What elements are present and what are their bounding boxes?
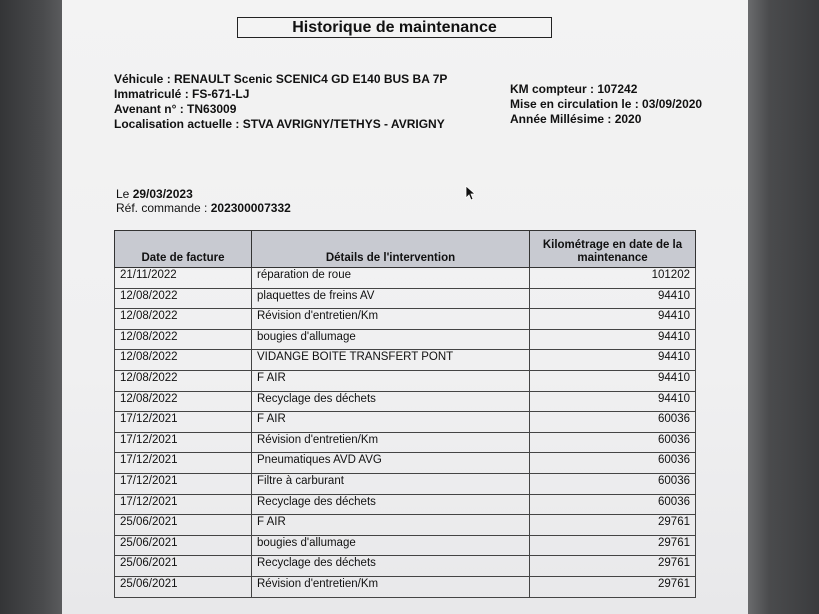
order-ref [116, 201, 291, 215]
cell-intervention-detail: bougies d'allumage [252, 329, 530, 350]
table-row [115, 432, 696, 453]
cell-mileage: 101202 [530, 268, 696, 289]
cell-intervention-detail: VIDANGE BOITE TRANSFERT PONT [252, 350, 530, 371]
cell-intervention-detail: réparation de roue [252, 268, 530, 289]
table-row [115, 268, 696, 289]
header-intervention-details: Détails de l'intervention [252, 231, 530, 268]
vehicle-info [114, 72, 447, 132]
table-row [115, 535, 696, 556]
cell-invoice-date: 25/06/2021 [115, 556, 252, 577]
order-date [116, 187, 291, 201]
header-invoice-date: Date de facture [115, 231, 252, 268]
cell-invoice-date: 12/08/2022 [115, 329, 252, 350]
order-ref-value: 202300007332 [210, 201, 291, 215]
table-header-row [115, 231, 696, 268]
cell-mileage: 60036 [530, 473, 696, 494]
cell-intervention-detail: bougies d'allumage [252, 535, 530, 556]
cell-mileage: 60036 [530, 494, 696, 515]
km-counter: KM compteur : 107242 [510, 82, 638, 96]
cell-intervention-detail: Pneumatiques AVD AVG [252, 453, 530, 474]
table-row [115, 494, 696, 515]
cell-invoice-date: 12/08/2022 [115, 391, 252, 412]
circulation-date: Mise en circulation le : 03/09/2020 [510, 97, 703, 111]
table-row [115, 515, 696, 536]
cell-mileage: 60036 [530, 453, 696, 474]
cell-invoice-date: 12/08/2022 [115, 350, 252, 371]
cell-invoice-date: 12/08/2022 [115, 370, 252, 391]
cell-invoice-date: 17/12/2021 [115, 412, 252, 433]
monitor-bezel-right [748, 0, 819, 614]
cell-mileage: 94410 [530, 329, 696, 350]
cell-intervention-detail: F AIR [252, 515, 530, 536]
cell-intervention-detail: Filtre à carburant [252, 473, 530, 494]
cell-intervention-detail: Recyclage des déchets [252, 556, 530, 577]
table-row [115, 473, 696, 494]
table-row [115, 556, 696, 577]
cell-invoice-date: 17/12/2021 [115, 494, 252, 515]
page-title: Historique de maintenance [237, 17, 552, 38]
cell-invoice-date: 12/08/2022 [115, 309, 252, 330]
table-row [115, 288, 696, 309]
cell-mileage: 94410 [530, 350, 696, 371]
table-row [115, 309, 696, 330]
cell-intervention-detail: Révision d'entretien/Km [252, 432, 530, 453]
cell-intervention-detail: plaquettes de freins AV [252, 288, 530, 309]
cell-invoice-date: 12/08/2022 [115, 288, 252, 309]
cell-mileage: 60036 [530, 432, 696, 453]
table-row [115, 370, 696, 391]
cell-invoice-date: 17/12/2021 [115, 432, 252, 453]
mouse-cursor-icon [465, 185, 475, 201]
order-info [116, 187, 291, 215]
table-row [115, 391, 696, 412]
vehicle-plate: Immatriculé : FS-671-LJ [114, 87, 250, 101]
document-page [62, 0, 748, 614]
cell-invoice-date: 25/06/2021 [115, 535, 252, 556]
cell-mileage: 94410 [530, 309, 696, 330]
cell-mileage: 29761 [530, 535, 696, 556]
vehicle-location: Localisation actuelle : STVA AVRIGNY/TETHYS - AVRIGNY [114, 117, 445, 131]
cell-mileage: 29761 [530, 515, 696, 536]
cell-intervention-detail: Révision d'entretien/Km [252, 309, 530, 330]
cell-invoice-date: 17/12/2021 [115, 473, 252, 494]
order-date-value: 29/03/2023 [132, 187, 193, 201]
vehicle-avenant: Avenant n° : TN63009 [114, 102, 237, 116]
cell-mileage: 94410 [530, 391, 696, 412]
monitor-bezel-left [0, 0, 62, 614]
cell-intervention-detail: F AIR [252, 370, 530, 391]
cell-intervention-detail: Recyclage des déchets [252, 391, 530, 412]
vehicle-stats [510, 82, 702, 127]
cell-intervention-detail: Révision d'entretien/Km [252, 576, 530, 597]
cell-mileage: 29761 [530, 576, 696, 597]
cell-intervention-detail: Recyclage des déchets [252, 494, 530, 515]
vehicle-model: Véhicule : RENAULT Scenic SCENIC4 GD E140 BUS BA 7P [114, 72, 448, 86]
cell-mileage: 94410 [530, 370, 696, 391]
table-row [115, 412, 696, 433]
cell-invoice-date: 21/11/2022 [115, 268, 252, 289]
maintenance-table [114, 230, 696, 598]
header-mileage: Kilométrage en date de la maintenance [530, 231, 696, 268]
cell-mileage: 60036 [530, 412, 696, 433]
cell-invoice-date: 17/12/2021 [115, 453, 252, 474]
table-row [115, 329, 696, 350]
cell-intervention-detail: F AIR [252, 412, 530, 433]
cell-invoice-date: 25/06/2021 [115, 576, 252, 597]
cell-invoice-date: 25/06/2021 [115, 515, 252, 536]
model-year: Année Millésime : 2020 [510, 112, 642, 126]
order-ref-label: Réf. commande : [116, 201, 211, 215]
cell-mileage: 29761 [530, 556, 696, 577]
order-date-label: Le [116, 187, 133, 201]
table-row [115, 576, 696, 597]
table-row [115, 350, 696, 371]
table-row [115, 453, 696, 474]
cell-mileage: 94410 [530, 288, 696, 309]
